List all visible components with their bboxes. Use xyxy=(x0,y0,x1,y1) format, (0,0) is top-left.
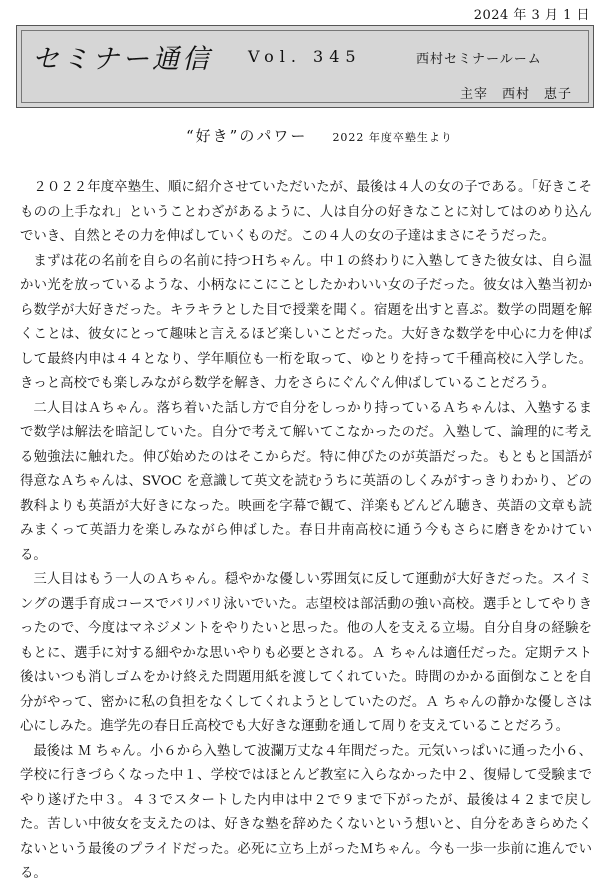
paragraph: ２０２２年度卒塾生、順に紹介させていただいたが、最後は４人の女の子である。「好きこそものの上手なれ」ということわざがあるように、人は自分の好きなことに対してはのめり込んでいき、自然とその力を伸ばしていくものだ。この４人の女の子達はまさにそうだった。 xyxy=(20,180,592,244)
newsletter-title: セミナー通信 xyxy=(32,44,212,75)
paragraph: 二人目はＡちゃん。落ち着いた話し方で自分をしっかり持っているＡちゃんは、入塾するまで数学は解法を暗記していた。自分で考えて解いてこなかったのだ。入塾して、論理的に考える勉強法に触れた。伸び始めたのはそこからだ。特に伸びたのが英語だった。もともと国語が得意なＡちゃんは、SVOC を意識して英文を読むうちに英語のしくみがすっきりわかり、どの教科よりも英語が大好きになった。映画を字幕で観て、洋楽もどんどん聴き、英語の文章も読みまくって英語力を楽しみながら伸ばした。春日井南高校に通う今もさらに磨きをかけている。 xyxy=(20,400,592,563)
article-subnote: 2022 年度卒塾生より xyxy=(332,131,453,144)
host-name: 主宰 西村 恵子 xyxy=(460,87,573,102)
article-heading xyxy=(186,125,453,146)
header-inner-frame xyxy=(21,30,589,103)
paragraph: 最後は Ｍ ちゃん。小６から入塾して波瀾万丈な４年間だった。元気いっぱいに通った小６、学校に行きづらくなった中１、学校ではほとんど教室に入らなかった中２、復帰して受験までやり遂げた中３。４３でスタートした内申は中２で９まで下がったが、最後は４２まで戻した。苦しい中彼女を支えたのは、好きな塾を辞めたくないという想いと、自分をあきらめたくないという最後のプライドだった。必死に立ち上がったＭちゃん。今も一歩一歩前に進んでいる。 xyxy=(20,743,592,881)
paragraph: まずは花の名前を自らの名前に持つＨちゃん。中１の終わりに入塾してきた彼女は、自ら温かい光を放っているような、小柄なにこにことしたかわいい女の子だった。彼女は入塾当初から数学が大好きだった。キラキラとした目で授業を聞く。宿題を出すと喜ぶ。数学の問題を解くことは、彼女にとって趣味と言えるほど楽しいことだった。大好きな数学を中心に力を伸ばして最終内申は４４となり、学年順位も一桁を取って、ゆとりを持って千種高校に入学した。きっと高校でも楽しみながら数学を解き、力をさらにぐんぐん伸ばしていることだろう。 xyxy=(20,253,592,391)
newsletter-header xyxy=(16,25,594,108)
issue-date: 2024 年 3 月 1 日 xyxy=(473,8,590,23)
volume-number: Vol. 345 xyxy=(248,47,362,66)
article-body xyxy=(20,176,592,887)
paragraph: 三人目はもう一人のＡちゃん。穏やかな優しい雰囲気に反して運動が大好きだった。スイミングの選手育成コースでバリバリ泳いでいた。志望校は部活動の強い高校。選手としてやりきったので、今度はマネジメントをやりたいと思った。他の人を支える立場。自分自身の経験をもとに、選手に対する細やかな思いやりも必要とされる。Ａ ちゃんは適任だった。定期テスト後はいつも消しゴムをかけ終えた問題用紙を渡してくれていた。時間のかかる面倒なことを自分がやって、密かに私の負担をなくしてくれようとしていたのだ。Ａ ちゃんの静かな優しさは心にしみた。進学先の春日丘高校でも大好きな運動を通して周りを支えていることだろう。 xyxy=(20,572,592,734)
article-title: “好き”のパワー xyxy=(186,127,308,145)
publisher-name: 西村セミナールーム xyxy=(416,52,542,67)
